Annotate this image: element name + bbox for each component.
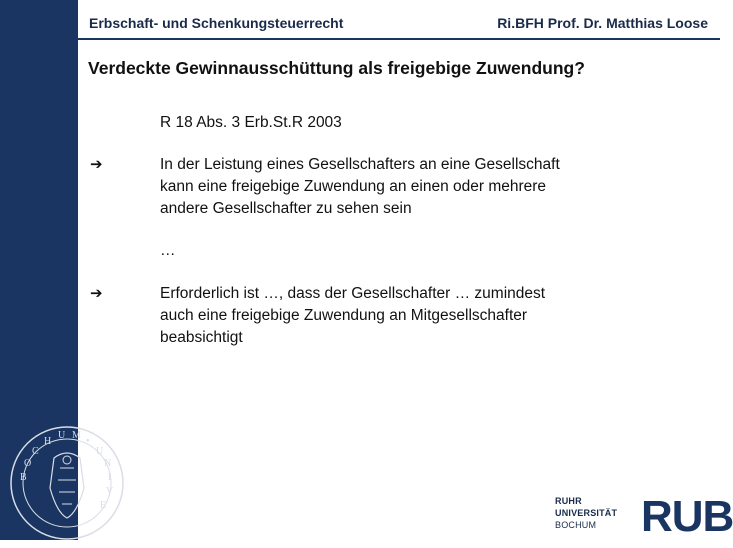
svg-text:I: I (108, 472, 112, 483)
svg-text:V: V (106, 486, 114, 497)
svg-text:U: U (96, 446, 104, 457)
slide-title: Verdeckte Gewinnausschüttung als freigebige Zuwendung? (88, 58, 585, 78)
svg-text:U: U (58, 430, 66, 441)
svg-text:E: E (100, 500, 107, 511)
arrow-right-icon: ➔ (90, 285, 103, 302)
bullet1-line-3: andere Gesellschafter zu sehen sein (160, 200, 412, 217)
bullet2-line-3: beabsichtigt (160, 329, 243, 346)
svg-text:H: H (44, 436, 52, 447)
svg-text:N: N (104, 458, 112, 469)
svg-text:M: M (72, 430, 81, 441)
header-divider (78, 38, 720, 40)
logo-ruhr: RUHR (555, 496, 582, 506)
arrow-right-icon: ➔ (90, 156, 103, 173)
svg-text:O: O (24, 458, 32, 469)
header-author: Ri.BFH Prof. Dr. Matthias Loose (497, 15, 708, 31)
bullet2-line-1: Erforderlich ist …, dass der Gesellschafter … zumindest (160, 285, 546, 302)
logo-bochum: BOCHUM (555, 520, 597, 530)
reference-line: R 18 Abs. 3 Erb.St.R 2003 (160, 114, 342, 131)
logo-universitaet: UNIVERSITÄT (555, 508, 618, 518)
header-course-title: Erbschaft- und Schenkungsteuerrecht (89, 15, 344, 31)
university-seal-icon (2, 418, 132, 548)
svg-text:C: C (32, 446, 39, 457)
bullet2-line-2: auch eine freigebige Zuwendung an Mitgesellschafter (160, 307, 528, 324)
svg-text:•: • (86, 436, 90, 447)
ellipsis-line: … (160, 242, 176, 259)
svg-text:B: B (20, 472, 27, 483)
bullet1-line-2: kann eine freigebige Zuwendung an einen oder mehrere (160, 178, 547, 195)
bullet1-line-1: In der Leistung eines Gesellschafters an eine Gesellschaft (160, 156, 560, 173)
logo-rub: RUB (641, 492, 733, 541)
